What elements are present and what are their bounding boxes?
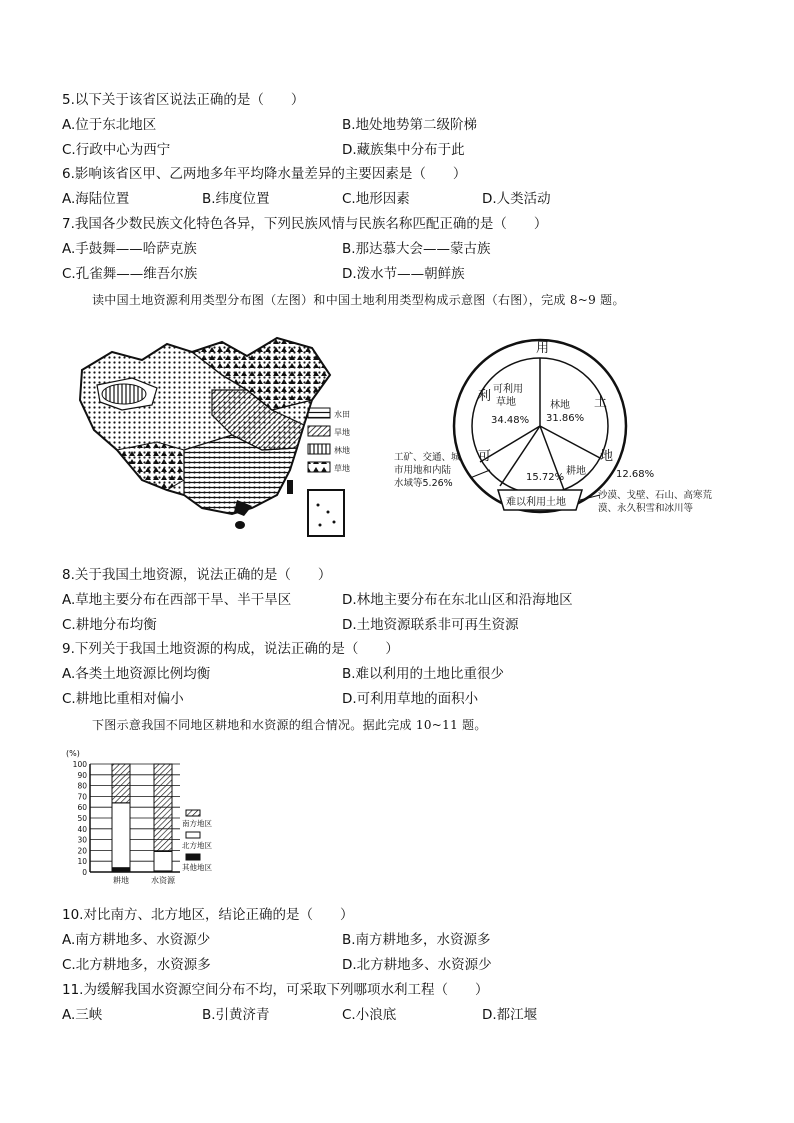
label-farmland-pct: 12.68% <box>616 469 655 480</box>
chart-legend-label: 其他地区 <box>182 863 212 872</box>
label-grassland-2: 草地 <box>496 397 516 408</box>
question-10-option-c: C.北方耕地多，水资源多 <box>62 957 211 973</box>
chart-ytick-label: 50 <box>77 814 87 823</box>
chart-bar-segment <box>154 764 172 851</box>
callout-right-2: 漠、永久积雪和冰川等 <box>598 503 694 514</box>
chart-category-label: 水资源 <box>151 876 175 885</box>
ring-char-li: 利 <box>478 389 492 404</box>
question-5-stem: 5.以下关于该省区说法正确的是（ ） <box>62 92 305 108</box>
chart-ytick-label: 80 <box>77 781 87 791</box>
question-11-option-d: D.都江堰 <box>482 1007 538 1023</box>
question-10-option-a: A.南方耕地多、水资源少 <box>62 932 211 948</box>
chart-legend-swatch <box>186 854 200 860</box>
callout-left-2: 市用地和内陆 <box>394 465 452 476</box>
label-forest: 林地 <box>550 400 570 411</box>
question-8-option-d: D.土地资源联系非可再生资源 <box>342 617 519 633</box>
legend-forest: 林地 <box>334 446 350 455</box>
chart-ytick-label: 10 <box>77 857 87 867</box>
question-11-option-c: C.小浪底 <box>342 1007 397 1023</box>
chart-bars <box>112 764 176 885</box>
question-11-option-b: B.引黄济青 <box>202 1007 270 1023</box>
intro-questions-10-11: 下图示意我国不同地区耕地和水资源的组合情况。据此完成 10~11 题。 <box>92 718 487 732</box>
label-forest-pct: 31.86% <box>546 413 585 424</box>
question-5-option-d: D.藏族集中分布于此 <box>342 142 465 158</box>
chart-ytick-label: 40 <box>77 824 87 834</box>
chart-ylabel: (%) <box>66 749 80 758</box>
callout-left-1: 工矿、交通、城 <box>394 452 461 463</box>
question-6-option-c: C.地形因素 <box>342 191 410 207</box>
legend-paddy: 水田 <box>334 410 350 419</box>
question-8-option-c: C.耕地分布均衡 <box>62 617 157 633</box>
label-hard-pct: 15.72% <box>526 472 565 483</box>
callout-right-1: 沙漠、戈壁、石山、高寒荒 <box>598 490 713 501</box>
chart-bar-segment <box>112 868 130 872</box>
chart-category-label: 耕地 <box>113 876 129 885</box>
question-9-option-c: C.耕地比重相对偏小 <box>62 691 184 707</box>
question-7-option-b: B.那达慕大会——蒙古族 <box>342 241 491 257</box>
question-8-option-b: D.林地主要分布在东北山区和沿海地区 <box>342 592 573 608</box>
question-5-option-b: B.地处地势第二级阶梯 <box>342 117 478 133</box>
question-10-option-b: B.南方耕地多，水资源多 <box>342 932 491 948</box>
chart-ytick-label: 30 <box>77 835 87 845</box>
question-11-stem: 11.为缓解我国水资源空间分布不均，可采取下列哪项水利工程（ ） <box>62 982 489 998</box>
chart-ytick-label: 70 <box>77 792 87 802</box>
chart-ytick-label: 100 <box>72 760 87 769</box>
question-7-option-a: A.手鼓舞——哈萨克族 <box>62 241 197 257</box>
label-grassland: 可利用 <box>493 384 523 395</box>
question-8-option-a: A.草地主要分布在西部干旱、半干旱区 <box>62 592 292 608</box>
question-9-option-d: D.可利用草地的面积小 <box>342 691 479 707</box>
chart-bar-segment <box>112 803 130 868</box>
question-5-option-a: A.位于东北地区 <box>62 117 157 133</box>
chart-legend-label: 南方地区 <box>182 819 212 828</box>
question-10-option-d: D.北方耕地多、水资源少 <box>342 957 492 973</box>
map-legend <box>308 408 350 473</box>
ring-char-use: 用 <box>536 341 550 356</box>
question-9-stem: 9.下列关于我国土地资源的构成，说法正确的是（ ） <box>62 641 399 657</box>
chart-legend-swatch <box>186 810 200 816</box>
question-7-stem: 7.我国各少数民族文化特色各异，下列民族风情与民族名称匹配正确的是（ ） <box>62 216 548 232</box>
chart-ytick-label: 20 <box>77 846 87 856</box>
farmland-water-chart <box>60 744 230 890</box>
intro-questions-8-9: 读中国土地资源利用类型分布图（左图）和中国土地利用类型构成示意图（右图），完成 8~9 题。 <box>92 293 625 307</box>
chart-ytick-label: 90 <box>77 770 87 780</box>
legend-grassland: 草地 <box>334 464 350 473</box>
china-land-use-map <box>72 330 362 550</box>
ring-char-di: 地 <box>600 449 614 464</box>
question-10-stem: 10.对比南方、北方地区，结论正确的是（ ） <box>62 907 354 923</box>
ring-char-tu: 土 <box>594 395 608 410</box>
question-5-option-c: C.行政中心为西宁 <box>62 142 171 158</box>
chart-bar-segment <box>154 851 172 870</box>
question-7-option-d: D.泼水节——朝鲜族 <box>342 266 465 282</box>
question-6-option-d: D.人类活动 <box>482 191 551 207</box>
question-8-stem: 8.关于我国土地资源，说法正确的是（ ） <box>62 567 332 583</box>
south-china-sea-inset <box>308 490 344 536</box>
chart-ytick-label: 0 <box>82 868 87 877</box>
question-6-option-b: B.纬度位置 <box>202 191 270 207</box>
label-hard-to-use: 难以利用土地 <box>506 497 566 508</box>
label-farmland: 耕地 <box>566 466 586 477</box>
label-grassland-pct: 34.48% <box>491 415 530 426</box>
question-11-option-a: A.三峡 <box>62 1007 103 1023</box>
land-use-composition-pie <box>390 330 740 530</box>
chart-legend-label: 北方地区 <box>182 841 212 850</box>
legend-dryland: 旱地 <box>334 428 350 437</box>
question-7-option-c: C.孔雀舞——维吾尔族 <box>62 266 198 282</box>
chart-bar-segment <box>112 764 130 803</box>
ring-char-ke: 可 <box>478 449 492 464</box>
chart-legend <box>182 810 212 872</box>
chart-legend-swatch <box>186 832 200 838</box>
question-6-stem: 6.影响该省区甲、乙两地多年平均降水量差异的主要因素是（ ） <box>62 166 467 182</box>
question-9-option-a: A.各类土地资源比例均衡 <box>62 666 211 682</box>
question-6-option-a: A.海陆位置 <box>62 191 130 207</box>
callout-left-3: 水域等5.26% <box>394 478 453 489</box>
chart-ytick-label: 60 <box>77 803 87 813</box>
question-9-option-b: B.难以利用的土地比重很少 <box>342 666 505 682</box>
